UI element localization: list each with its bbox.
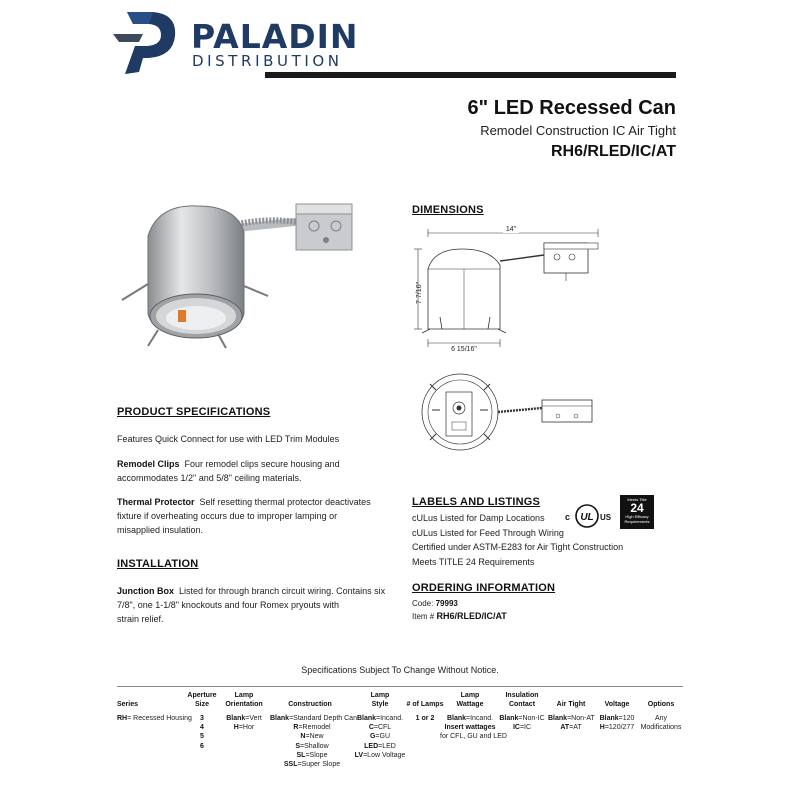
spec-text: fixture if overheating occurs due to improper lamping or xyxy=(117,511,338,521)
svg-text:UL: UL xyxy=(580,512,594,523)
cell-aperture: 3 4 5 6 xyxy=(200,715,204,750)
brand-logo xyxy=(113,8,363,74)
ordering-code xyxy=(412,598,458,610)
install-junction-box xyxy=(117,584,392,626)
ordering-item xyxy=(412,610,507,623)
col-header-airtight: Air Tight xyxy=(556,701,586,708)
spec-text: misapplied insulation. xyxy=(117,525,204,535)
cell-voltage: Blank=120 H=120/277 xyxy=(599,715,635,732)
listing-item: Certified under ASTM-E283 for Air Tight Construction xyxy=(412,542,624,552)
svg-text:US: US xyxy=(600,513,612,522)
col-header-construction: Construction xyxy=(288,701,332,708)
labels-heading: LABELS AND LISTINGS xyxy=(412,496,541,508)
svg-text:c: c xyxy=(565,512,571,522)
spec-text: Four remodel clips secure housing and xyxy=(184,459,340,469)
cell-lamps: 1 or 2 xyxy=(415,715,435,722)
item-value: RH6/RLED/IC/AT xyxy=(436,611,507,621)
spec-label: Thermal Protector xyxy=(117,497,195,507)
col-header-options: Options xyxy=(647,701,675,708)
cell-insulation: Blank=Non-IC IC=IC xyxy=(499,715,545,732)
diameter-dimension-label: 6 15/16" xyxy=(451,346,477,353)
listing-item: cULus Listed for Feed Through Wiring xyxy=(412,527,564,538)
cell-options: Any Modifications xyxy=(640,715,682,732)
code-value: 79993 xyxy=(435,599,458,608)
height-dimension-label: 7 7/16" xyxy=(416,282,423,304)
table-rule xyxy=(117,686,683,687)
install-text: strain relief. xyxy=(117,614,164,624)
spec-label: Remodel Clips xyxy=(117,459,180,469)
listing-item: Meets TITLE 24 Requirements xyxy=(412,556,535,567)
dimensions-heading: DIMENSIONS xyxy=(412,204,484,216)
col-header-orientation: Lamp Orientation xyxy=(225,692,263,708)
product-title: 6" LED Recessed Can xyxy=(467,97,676,119)
title24-bottom: Requirements xyxy=(624,519,650,524)
specs-heading: PRODUCT SPECIFICATIONS xyxy=(117,406,271,418)
install-text: Listed for through branch circuit wiring. Contains six xyxy=(179,586,386,596)
spec-remodel-clips xyxy=(117,457,387,485)
col-header-aperture: Aperture Size xyxy=(187,692,217,708)
cell-airtight: Blank=Non-AT AT=AT xyxy=(548,715,595,732)
col-header-lamps: # of Lamps xyxy=(406,701,444,708)
cell-wattage: Blank=Incand. Insert wattages for CFL, GU and LED xyxy=(440,715,507,741)
paladin-logo-mark-icon xyxy=(113,8,181,74)
col-header-series: Series xyxy=(117,701,139,708)
spec-text: Self resetting thermal protector deactivates xyxy=(199,497,371,507)
spec-text: accommodates 1/2" and 5/8" ceiling materials. xyxy=(117,473,302,483)
cell-construction: Blank=Standard Depth Can R=Remodel N=New S=Shallow SL=Slope SSL=Super Slope xyxy=(270,715,357,769)
brand-subtitle: DISTRIBUTION xyxy=(192,52,343,70)
brand-name: PALADIN xyxy=(191,17,359,56)
install-label: Junction Box xyxy=(117,586,175,596)
side-dimension-drawing xyxy=(412,225,612,355)
ordering-heading: ORDERING INFORMATION xyxy=(412,582,556,594)
change-notice: Specifications Subject To Change Without Notice. xyxy=(301,665,499,675)
code-label: Code: xyxy=(412,599,434,608)
item-label: Item # xyxy=(412,612,435,621)
specs-intro: Features Quick Connect for use with LED Trim Modules xyxy=(117,434,340,444)
installation-heading: INSTALLATION xyxy=(117,558,199,570)
install-text: 7/8", one 1-1/8" knockouts and four Romex pryouts with xyxy=(117,600,340,610)
title24-number: 24 xyxy=(630,501,644,515)
col-header-style: Lamp Style xyxy=(370,692,390,708)
col-header-voltage: Voltage xyxy=(604,701,630,708)
title-24-badge xyxy=(620,495,654,529)
spec-thermal-protector xyxy=(117,495,392,537)
title24-top: Meets Title xyxy=(627,497,647,502)
cell-series: RH= Recessed Housing xyxy=(117,715,192,722)
product-model: RH6/RLED/IC/AT xyxy=(550,143,676,160)
listing-item: cULus Listed for Damp Locations xyxy=(412,513,545,523)
title-block xyxy=(468,95,676,163)
cell-orientation: Blank=Vert H=Hor xyxy=(226,715,262,732)
product-subtitle: Remodel Construction IC Air Tight xyxy=(480,123,676,138)
cul-us-listing-icon xyxy=(563,500,613,532)
title24-bottom: High Efficacy xyxy=(625,514,649,519)
product-photo xyxy=(118,196,368,356)
col-header-insulation: Insulation Contact xyxy=(505,692,539,708)
top-view-drawing xyxy=(418,372,598,458)
width-dimension-label: 14" xyxy=(505,226,517,233)
header-rule xyxy=(265,72,676,78)
col-header-wattage: Lamp Wattage xyxy=(456,692,484,708)
cell-style: Blank=Incand. C=CFL G=GU LED=LED LV=Low Voltage xyxy=(354,715,406,759)
